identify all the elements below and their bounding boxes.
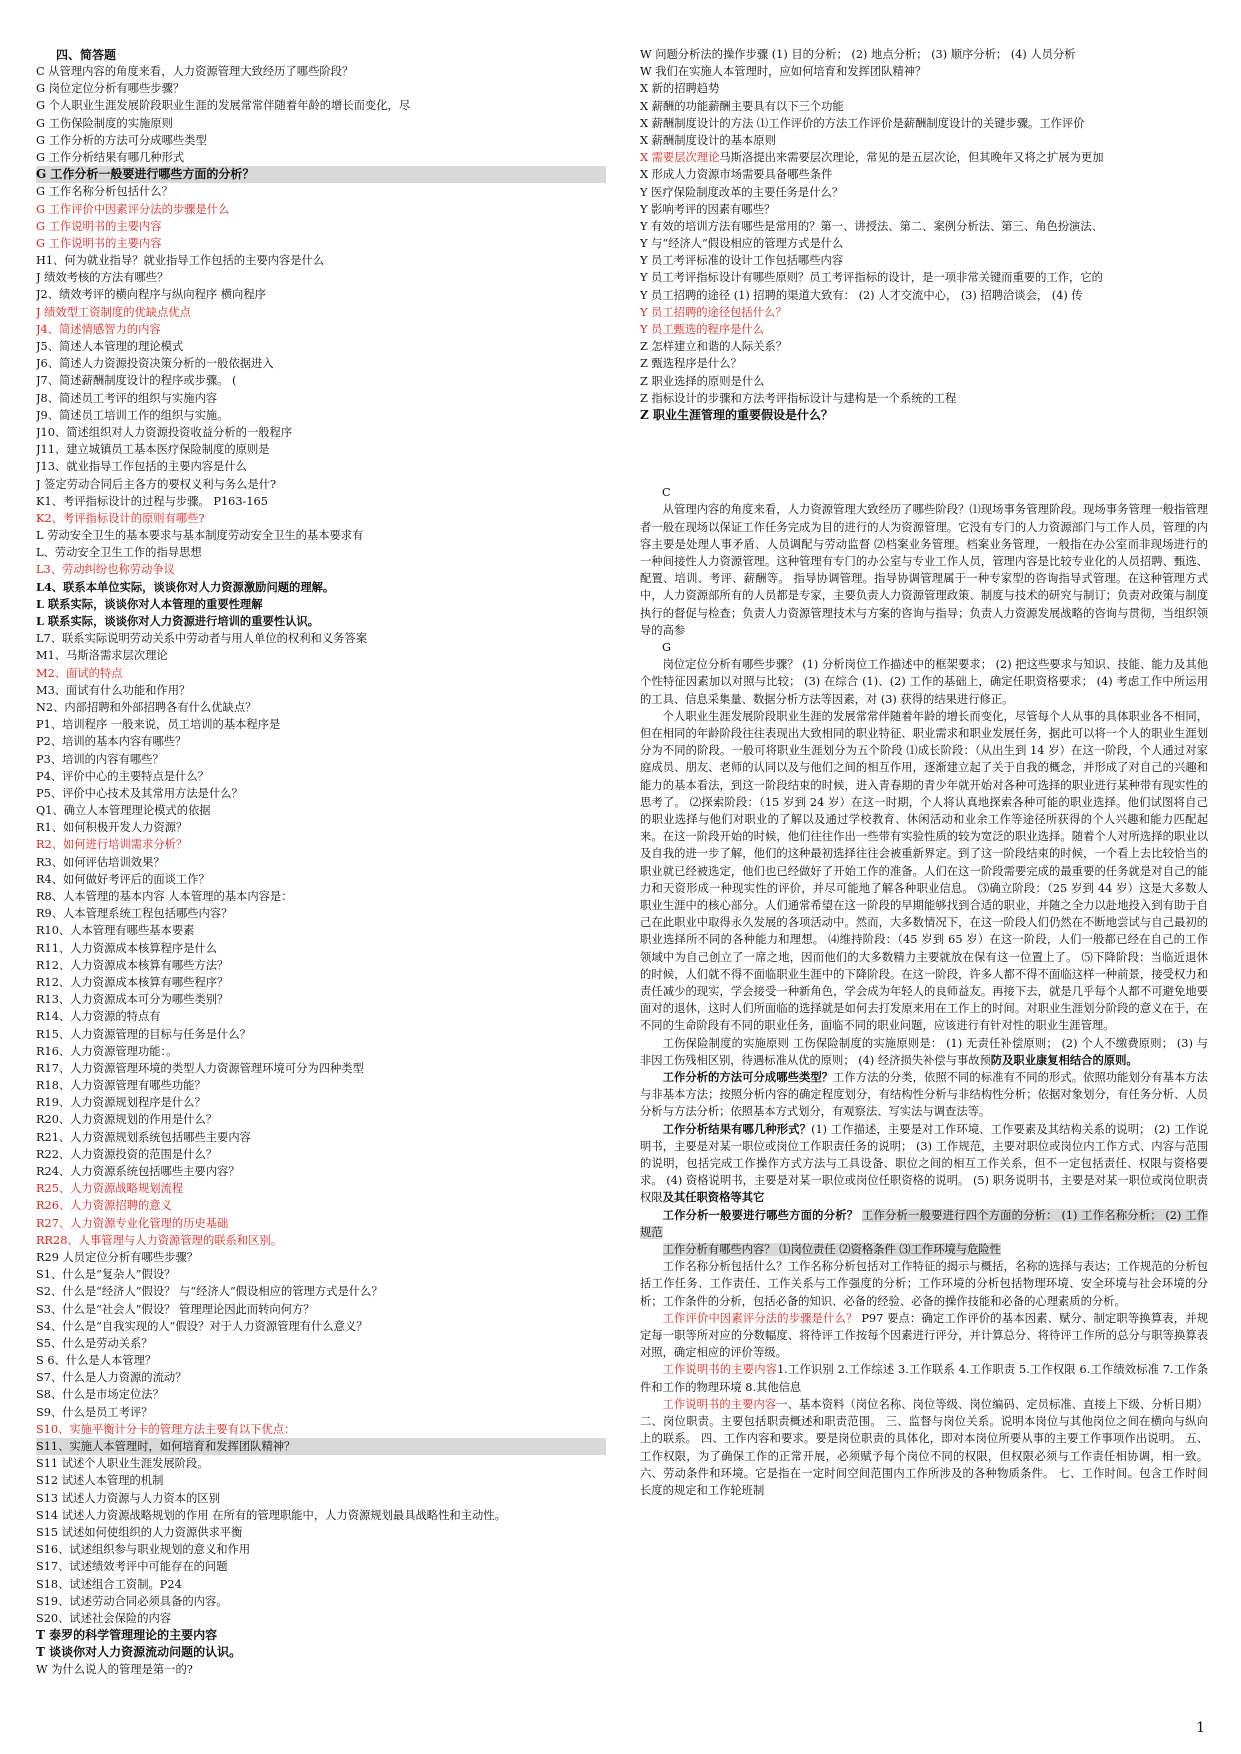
question-line: R3、如何评估培训效果？ [36,855,165,869]
answer-bold-text: 防及职业康复相结合的原则。 [990,1052,1138,1067]
question-line: G 工作说明书的主要内容 [36,219,162,233]
question-line: K2、考评指标设计的原则有哪些? [36,511,205,525]
question-line: L、劳动安全卫生工作的指导思想 [36,546,202,560]
question-line: P5、评价中心技术及其常用方法是什么？ [36,786,243,800]
question-line: Z 指标设计的步骤和方法考评指标设计与建构是一个系统的工程 [640,391,957,405]
answer-text: (1) 工作描述，主要是对工作环境、工作要素及其结构关系的说明； (2) 工作说明书，主要是对某一职位或岗位工作职责任务的说明； (3) 工作规范，主要对职位或岗位内工作方式、内容与范围的说明，包括完成工作操作方式方法与工具设备、职位之间的相互工作关系，但不一定包括责任、权限与资格要求。 (4) 资格说明书，主要是对某一职位或岗位任职资格的说明。 (5) 职务说明书，主要是对某一职位或岗位职责权限 [640,1122,1208,1205]
question-line: P1、培训程序 一般来说，员工培训的基本程序是 [36,718,281,732]
question-line: Y 员工考评指标设计有哪些原则？员工考评指标的设计，是一项非常关键而重要的工作，它的 [640,271,1103,285]
question-line: S12 试述人本管理的机制 [36,1474,164,1488]
question-line: M2、面试的特点 [36,666,123,680]
question-line: S13 试述人力资源与人力资本的区别 [36,1491,220,1505]
question-line: R15、人力资源管理的目标与任务是什么？ [36,1027,251,1041]
answer-paragraph [640,1361,1208,1395]
question-line: Z 甄选程序是什么？ [640,357,742,371]
answer-text: 一、基本资料（岗位名称、岗位等级、岗位编码、定员标准、直接上下级、分析日期） 二、岗位职责。主要包括职责概述和职责范围。 三、监督与岗位关系。说明本岗位与其他岗位之间在横向与纵向上的联系。 四、工作内容和要求。要是岗位职责的具体化，即对本岗位所要从事的主要工作事项作出说明。 五、工作权限，为了确保工作的正常开展，必须赋予每个岗位不同的权限，但权限必须与工作责任相协调，相一致。 六、劳动条件和环境。它是指在一定时间空间范围内工作所涉及的各种物质条件。 七、工作时间。包含工作时间长度的规定和工作轮班制 [640,1397,1208,1497]
question-line: S3、什么是“社会人”假设？ 管理理论因此而转向何方？ [36,1302,315,1316]
question-line: L 联系实际，谈谈你对人力资源进行培训的重要性认识。 [36,614,320,628]
question-line: R10、人本管理有哪些基本要素 [36,924,195,938]
highlighted-answer-text: 工作分析有哪些内容？ ⑴岗位责任 ⑵资格条件 ⑶工作环境与危险性 [662,1243,1001,1257]
question-line: G 工作名称分析包括什么？ [36,185,173,199]
answer-paragraph [640,1121,1208,1207]
question-line: Q1、确立人本管理理论模式的依据 [36,804,211,818]
question-line: R25、人力资源战略规划流程 [36,1182,184,1196]
question-line: R2、如何进行培训需求分析？ [36,838,188,852]
question-line: R13、人力资源成本可分为哪些类别？ [36,993,229,1007]
question-line: T 谈谈你对人力资源流动问题的认识。 [36,1645,242,1660]
question-line: S11、实施人本管理时，如何培育和发挥团队精神？ [36,1438,606,1455]
question-line: S15 试述如何使组织的人力资源供求平衡 [36,1525,243,1539]
question-line: X 新的招聘趋势 [640,82,720,96]
question-line: R22、人力资源投资的范围是什么？ [36,1147,218,1161]
question-rest: 马斯洛提出来需要层次理论，常见的是五层次论，但其晚年又将之扩展为更加 [719,151,1104,165]
question-line: Y 员工招聘的途径 (1) 招聘的渠道大致有： (2) 人才交流中心， (3) 招聘洽谈会， (4) 传 [640,288,1083,302]
question-line: R24、人力资源系统包括哪些主要内容？ [36,1165,240,1178]
question-line: Z 职业选择的原则是什么 [640,374,765,388]
question-line: L 联系实际，谈谈你对人本管理的重要性理解 [36,596,263,611]
answer-question: 工作评价中因素评分法的步骤是什么？ [662,1311,858,1325]
question-line: S5、什么是劳动关系？ [36,1336,153,1350]
answer-text: 工伤保险制度的实施原则 工伤保险制度的实施原则是： (1) 无责任补偿原则； (2) 个人不缴费原则； (3) 与非因工伤残相区别，待遇标准从优的原则； (4) 经济损失补偿与事故预 [640,1036,1208,1067]
question-line: W 我们在实施人本管理时，应如何培育和发挥团队精神？ [640,65,927,79]
question-line: Y 与“经济人”假设相应的管理方式是什么 [640,237,844,251]
question-line: M3、面试有什么功能和作用？ [36,683,191,697]
question-line: G 工作分析的方法可分成哪些类型 [36,133,207,147]
question-line: J6、简述人力资源投资决策分析的一般依据进入 [36,357,274,371]
answer-question: 工作分析一般要进行哪些方面的分析？ [662,1207,859,1222]
question-line: L 劳动安全卫生的基本要求与基本制度劳动安全卫生的基本要求有 [36,529,364,543]
question-line: Y 有效的培训方法有哪些是常用的？第一、讲授法、第二、案例分析法、第三、角色扮演法、 [640,219,1103,233]
answer-text: 1.工作识别 2.工作综述 3.工作联系 4.工作职责 5.工作权限 6.工作绩效标准 7.工作条件和工作的物理环境 8.其他信息 [640,1363,1208,1394]
answer-question: 工作说明书的主要内容 [662,1397,777,1411]
question-line: J2、绩效考评的横向程序与纵向程序 横向程序 [36,288,266,302]
question-line: Y 医疗保险制度改革的主要任务是什么？ [640,185,844,199]
question-line: G 工作说明书的主要内容 [36,236,162,250]
question-line: Y 影响考评的因素有哪些？ [640,202,776,216]
question-line: R27、人力资源专业化管理的历史基础 [36,1216,229,1230]
question-line: G 工作评价中因素评分法的步骤是什么 [36,202,230,216]
question-line: R17、人力资源管理环境的类型人力资源管理环境可分为四种类型 [36,1061,364,1075]
question-line: Y 员工甄选的程序是什么 [640,323,765,336]
right-question-list [640,46,1208,424]
question-line: J11、建立城镇员工基本医疗保险制度的原则是 [36,443,270,457]
question-line: S16、试述组织参与职业规划的意义和作用 [36,1543,251,1557]
question-line: S 6、什么是人本管理？ [36,1354,157,1368]
question-line: R4、如何做好考评后的面谈工作？ [36,872,210,886]
question-line: R12、人力资源成本核算有哪些程序？ [36,975,229,989]
answer-text: 工作方法的分类，依照不同的标准有不同的形式。依照功能划分有基本方法与非基本方法；按照分析内容的确定程度划分，有结构性分析与非结构性分析；依据对象划分，有任务分析、人员分析与方法分析；依照基本方式划分，有观察法、写实法与调查法等。 [640,1071,1208,1119]
question-prefix: X 需要层次理论 [640,151,720,165]
answer-paragraph [640,1035,1208,1069]
question-line: R12、人力资源成本核算有哪些方法？ [36,958,229,972]
question-line: W 问题分析法的操作步骤 (1) 目的分析； (2) 地点分析； (3) 顺序分析； (4) 人员分析 [640,48,1076,61]
question-line: P3、培训的内容有哪些？ [36,752,164,766]
answer-question: 工作说明书的主要内容 [662,1363,778,1377]
answer-paragraph: 从管理内容的角度来看，人力资源管理大致经历了哪些阶段？⑴现场事务管理阶段。现场事务管理一般指管理者一般在现场以保证工作任务完成为目的进行的人为资源管理。它没有专门的人力资源部门与工作人员，管理的内容主要是处理人事矛盾、人员调配与劳动监督 ⑵档案业务管理。档案业务管理，一般指在办公室而非现场进行的一种间接性人力资源管理。这种管理有专门的办公室与专业工作人员，管理内容是比较专业化的人员招聘、甄选、配置、培训、考评、薪酬等。 指导协调管理。指导协调管理属于一种专家型的咨询指导式管理。在这种管理方式中，人力资源部所有的人员都是专家，主要负责人力资源管理政策、制度与技术的研究与制订；负责对政策与制度执行的督促与检查；负责人力资源管理技术与方案的咨询与指导；负责人力资源发展战略的咨询与贯彻，当组织领导的高参 [640,503,1208,637]
question-line: J7、简述薪酬制度设计的程序或步骤。 ( [36,374,237,388]
answer-question: 工作分析的方法可分成哪些类型？ [662,1070,834,1085]
question-line: S10、实施平衡计分卡的管理方法主要有以下优点： [36,1422,296,1436]
question-line: J 绩效考核的方法有哪些？ [36,271,169,285]
highlighted-answer-text: 工作分析一般要进行四个方面的分析： (1) 工作名称分析； (2) 工作规范 [640,1208,1208,1239]
question-line: R9、人本管理系统工程包括哪些内容？ [36,907,233,921]
question-line: Y 员工考评标准的设计工作包括哪些内容 [640,254,844,268]
question-line: R14、人力资源的特点有 [36,1010,161,1024]
question-line: S1、什么是“复杂人”假设？ [36,1268,176,1282]
answers-section [640,484,1208,1499]
question-line: Z 怎样建立和谐的人际关系？ [640,340,788,354]
question-line: L7、联系实际说明劳动关系中劳动者与用人单位的权利和义务答案 [36,632,368,646]
question-line: R18、人力资源管理有哪些功能？ [36,1079,206,1093]
page-number: 1 [1196,1720,1205,1736]
question-line: J9、简述员工培训工作的组织与实施。 [36,408,229,422]
question-line: K1、考评指标设计的过程与步骤。 P163-165 [36,494,268,508]
question-line: J10、简述组织对人力资源投资收益分析的一般程序 [36,425,293,439]
question-line: J5、简述人本管理的理论模式 [36,340,184,353]
question-line: R16、人力资源管理功能：。 [36,1044,178,1058]
question-line: R19、人力资源规划程序是什么？ [36,1096,206,1110]
letter-g-heading: G [662,640,672,654]
question-line: S18、试述组合工资制。P24 [36,1577,182,1591]
question-line [640,149,1208,166]
question-line: S11 试述个人职业生涯发展阶段。 [36,1457,209,1471]
question-line: G 工作分析一般要进行哪些方面的分析？ [36,166,606,183]
question-line: L4、联系本单位实际，谈谈你对人力资源激励问题的理解。 [36,579,335,594]
question-line: J 绩效型工资制度的优缺点优点 [36,305,191,319]
answer-paragraph: 工作名称分析包括什么？工作名称分析包括对工作特征的揭示与概括，名称的选择与表达；工作规范的分析包括工作任务、工作责任、工作关系与工作强度的分析；工作环境的分析包括物理环境、安全环境与社会环境的分析；工作条件的分析，包括必备的知识、必备的经验、必备的操作技能和必备的心理素质的分析。 [640,1260,1208,1308]
question-line: R11、人力资源成本核算程序是什么 [36,941,218,955]
question-line: S17、试述绩效考评中可能存在的问题 [36,1560,228,1574]
question-line: G 个人职业生涯发展阶段职业生涯的发展常常伴随着年龄的增长而变化，尽 [36,99,411,113]
question-line: J4、简述情感智力的内容 [36,322,161,336]
question-line: N2、内部招聘和外部招聘各有什么优缺点？ [36,700,257,714]
question-line: P4、评价中心的主要特点是什么？ [36,769,209,783]
question-line: X 薪酬制度设计的基本原则 [640,133,776,147]
question-line: S9、什么是员工考评？ [36,1405,153,1419]
question-line: R21、人力资源规划系统包括哪些主要内容 [36,1130,251,1144]
question-line: M1、马斯洛需求层次理论 [36,649,168,663]
answer-paragraph: 岗位定位分析有哪些步骤？ (1) 分析岗位工作描述中的框架要求； (2) 把这些要求与知识、技能、能力及其他个性特征因素加以对照与比较； (3) 在综合 (1)、(2) 工作的基础上，确定任职资格要求； (4) 考虑工作中所运用的工具、信息采集量、数据分析方法等因素，对 (3) 获得的结果进行修正。 [640,658,1208,706]
question-line: R1、如何积极开发人力资源？ [36,821,188,835]
answer-paragraph [640,1241,1208,1258]
question-line: T 泰罗的科学管理理论的主要内容 [36,1628,218,1643]
answer-paragraph [640,1310,1208,1362]
question-line: J13、就业指导工作包括的主要内容是什么 [36,460,247,474]
question-line: L3、劳动纠纷也称劳动争议 [36,563,175,577]
section-heading: 四、简答题 [56,48,117,62]
question-line: G 工伤保险制度的实施原则 [36,116,173,130]
question-line: C 从管理内容的角度来看，人力资源管理大致经历了哪些阶段？ [36,65,354,78]
question-line: J 签定劳动合同后主各方的要权义利与务么是什? [36,477,277,491]
question-line: Z 职业生涯管理的重要假设是什么？ [640,407,833,422]
question-line: S19、试述劳动合同必须具备的内容。 [36,1594,228,1608]
left-question-list [36,63,606,1679]
question-line: R26、人力资源招聘的意义 [36,1199,172,1213]
question-line: G 岗位定位分析有哪些步骤？ [36,82,185,96]
question-line: G 工作分析结果有哪几种形式 [36,150,185,164]
question-line: S2、什么是“经济人”假设？ 与“经济人”假设相应的管理方式是什么？ [36,1285,383,1299]
question-line: P2、培训的基本内容有哪些？ [36,735,187,749]
left-question-column [36,46,606,1679]
right-column [640,46,1208,1499]
question-line: S20、试述社会保险的内容 [36,1611,172,1625]
question-line: X 形成人力资源市场需要具备哪些条件 [640,168,833,182]
answer-paragraph: 个人职业生涯发展阶段职业生涯的发展常常伴随着年龄的增长而变化，尽管每个人从事的具体职业各不相同，但在相同的年龄阶段往往表现出大致相同的职业特征、职业需求和职业发展任务，据此可以将一个人的职业生涯划分为不同的阶段。一般可将职业生涯划分为五个阶段 ⑴成长阶段：（从出生到 14 岁）在这一阶段，个人通过对家庭成员、朋友、老师的认同以及与他们之间的相互作用，逐渐建立起了关于自我的概念，并形成了对自己的兴趣和能力的基本看法，到这一阶段结束的时候，进入青春期的青少年就开始对各种可选择的职业进行某种带有现实性的思考了。 ⑵探索阶段：（15 岁到 24 岁）在这一时期，个人将认真地探索各种可能的职业选择。他们试图将自己的职业选择与他们对职业的了解以及通过学校教育、休闲活动和业余工作等途径所获得的个人兴趣和能力匹配起来。在这一阶段开始的时候，他们往往作出一些带有实验性质的较为宽泛的职业选择。随着个人对所选择的职业以及自我的进一步了解，他们的这种最初选择往往会被重新界定。到了这一阶段结束的时候，一个看上去比较恰当的职业就已经被选定，他们也已经做好了开始工作的准备。人们在这一阶段需要完成的最重要的任务就是对自己的能力和天资形成一种现实性的评价，并尽可能地了解各种职业信息。 ⑶确立阶段：（25 岁到 44 岁）这是大多数人职业生涯中的核心部分。人们通常希望在这一阶段的早期能够找到合适的职业，并随之全力以赴地投入到有助于自己在此职业中取得永久发展的各项活动中。然而，大多数情况下，在这一阶段人们仍然在不断地尝试与自己最初的职业选择所不同的各种能力和理想。 ⑷维持阶段：（45 岁到 65 岁）在这一阶段，人们一般都已经在自己的工作领域中为自己创立了一席之地，因而他们的大多数精力主要就放在保有这一位置上了。 ⑸下降阶段：当临近退休的时候，人们就不得不面临职业生涯中的下降阶段。在这一阶段，许多人都不得不面临这样一种前景，接受权力和责任减少的现实，学会接受一种新角色，学会成为年轻人的良师益友。再接下去，就是几乎每个人都不可避免地要面对的退休，这时人们所面临的选择就是如何去打发原来用在工作上的时间。对职业生涯划分阶段的意义在于，在不同的生命阶段有不同的职业任务，面临不同的职业问题，应该进行有针对性的职业生涯管理。 [640,709,1208,1033]
question-line: R29 人员定位分析有哪些步骤？ [36,1250,199,1264]
answer-paragraph [640,1396,1208,1499]
question-line: S4、什么是“自我实现的人”假设？对于人力资源管理有什么意义？ [36,1319,368,1333]
question-line: S8、什么是市场定位法？ [36,1388,164,1402]
question-line: Y 员工招聘的途径包括什么？ [640,305,787,319]
question-line: S14 试述人力资源战略规划的作用 在所有的管理职能中，人力资源规划最具战略性和主动性。 [36,1508,506,1522]
answer-paragraph [640,1069,1208,1121]
question-line: X 薪酬的功能薪酬主要具有以下三个功能 [640,99,844,113]
question-line: R20、人力资源规划的作用是什么？ [36,1113,218,1127]
question-line: W 为什么说人的管理是第一的? [36,1663,193,1677]
answer-bold-text: 及其任职资格等其它 [662,1190,765,1205]
answer-paragraph [640,1207,1208,1241]
question-line: H1、何为就业指导？就业指导工作包括的主要内容是什么 [36,254,325,268]
answer-question: 工作分析结果有哪几种形式？ [662,1121,812,1136]
question-line: J8、简述员工考评的组织与实施内容 [36,391,218,405]
question-line: RR28、人事管理与人力资源管理的联系和区别。 [36,1233,283,1247]
answer-text: P97 要点：确定工作评价的基本因素、赋分、制定职等换算表，并规定每一职等所对应的分数幅度、将待评工作按每个因素进行评分，并计算总分、将待评工作所的总分与职等换算表对照，确定相应的评价等级。 [640,1311,1208,1360]
question-line: X 薪酬制度设计的方法 ⑴工作评价的方法工作评价是薪酬制度设计的关键步骤。工作评价 [640,116,1085,130]
question-line: R8、人本管理的基本内容 人本管理的基本内容是： [36,890,293,903]
letter-c-heading: C [662,486,671,500]
question-line: S7、什么是人力资源的流动？ [36,1371,187,1385]
